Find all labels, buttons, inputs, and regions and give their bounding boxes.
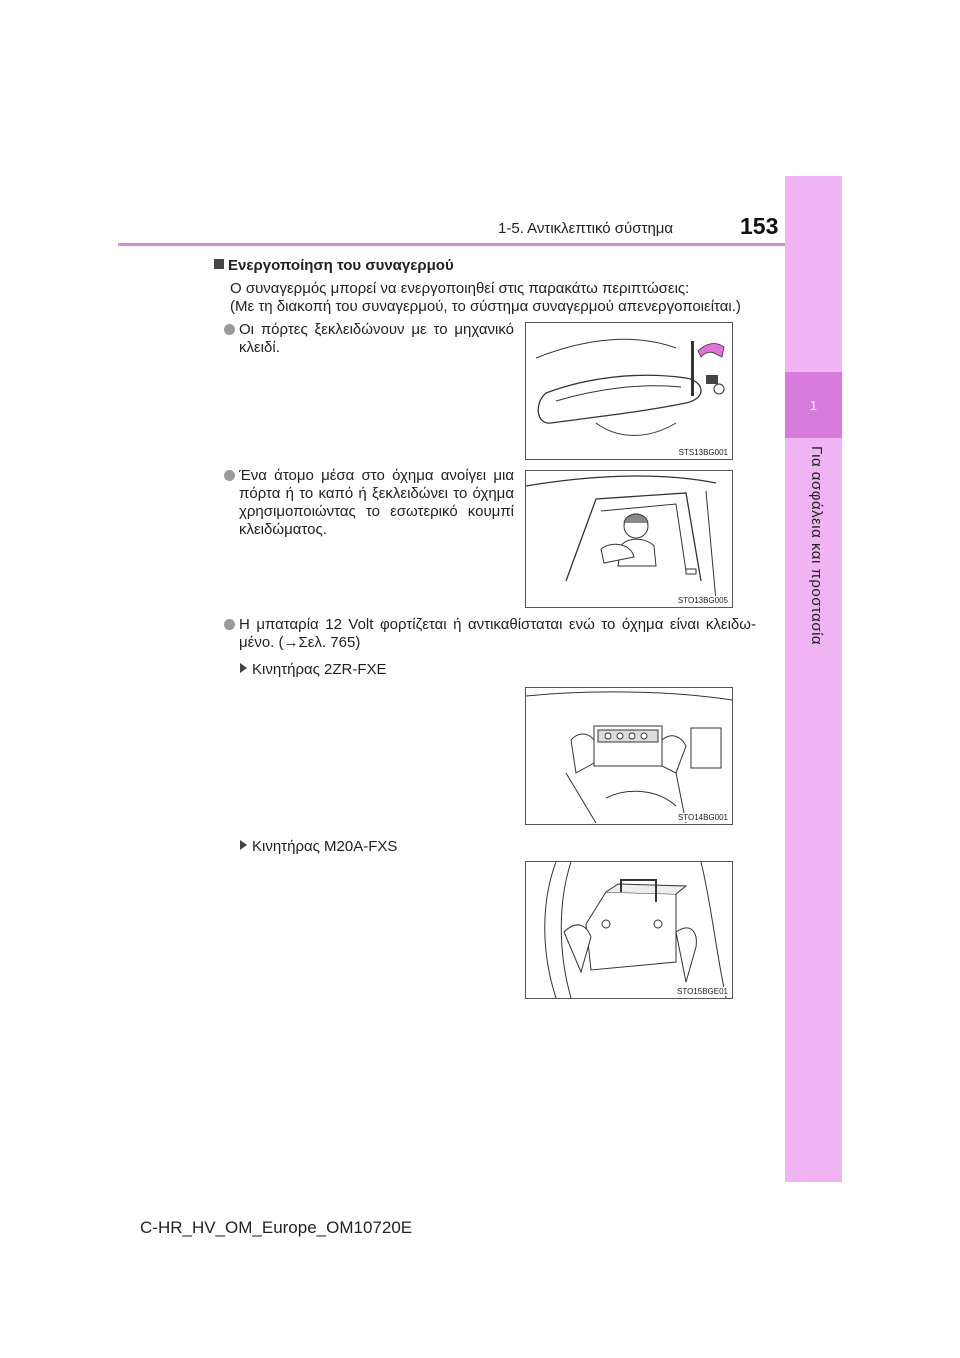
list-item-text: Οι πόρτες ξεκλειδώνουν με το μηχανικό κλειδί. <box>239 321 514 356</box>
figure-battery-m20a <box>525 861 733 999</box>
side-tab <box>785 176 842 1182</box>
battery-replacement-illustration <box>526 688 732 824</box>
section-title: 1-5. Αντικλεπτικό σύστημα <box>498 220 674 237</box>
header-rule <box>118 243 785 246</box>
triangle-bullet-icon <box>240 840 247 850</box>
engine-label <box>240 661 387 678</box>
figure-person-in-car <box>525 470 733 608</box>
bullet-icon <box>224 619 235 630</box>
engine-label-text: Κινητήρας M20A-FXS <box>252 838 398 855</box>
chapter-number: 1 <box>809 397 818 413</box>
engine-label-text: Κινητήρας 2ZR-FXE <box>252 661 387 678</box>
list-item <box>224 321 514 357</box>
intro-line-1: Ο συναγερμός μπορεί να ενεργοποιηθεί στις παρακάτω περιπτώσεις: <box>230 280 690 297</box>
bullet-icon <box>224 470 235 481</box>
figure-code: STO14BG001 <box>677 813 728 822</box>
triangle-bullet-icon <box>240 663 247 673</box>
chapter-number-tab[interactable] <box>785 372 842 438</box>
figure-code: STO13BG005 <box>677 596 728 605</box>
list-item <box>224 467 514 539</box>
list-item-text: Η μπαταρία 12 Volt φορτίζεται ή αντικαθίσταται ενώ το όχημα είναι κλειδω-μένο. (→Σελ. 765) <box>239 616 756 651</box>
figure-door-handle-key <box>525 322 733 460</box>
square-bullet-icon <box>214 259 224 269</box>
list-item-text: Ένα άτομο μέσα στο όχημα ανοίγει μια πόρτα ή το καπό ή ξεκλειδώνει το όχημα χρησιμοποιώντας το εσωτερικό κουμπί κλειδώματος. <box>239 467 514 538</box>
figure-code: STS13BG001 <box>678 448 728 457</box>
figure-battery-2zr <box>525 687 733 825</box>
engine-label <box>240 838 397 855</box>
chapter-title: Για ασφάλεια και προστασία <box>808 446 825 646</box>
document-id: C-HR_HV_OM_Europe_OM10720E <box>140 1218 413 1237</box>
battery-replacement-illustration <box>526 862 732 998</box>
figure-code: STO15BGE01 <box>677 987 728 996</box>
page-number: 153 <box>740 213 779 239</box>
list-item <box>224 616 756 652</box>
bullet-icon <box>224 324 235 335</box>
section-heading-text: Ενεργοποίηση του συναγερμού <box>228 257 454 274</box>
door-handle-key-illustration <box>526 323 732 459</box>
section-heading <box>214 257 454 274</box>
intro-line-2: (Με τη διακοπή του συναγερμού, το σύστημα συναγερμού απενεργοποιείται.) <box>230 298 741 315</box>
person-in-car-illustration <box>526 471 732 607</box>
